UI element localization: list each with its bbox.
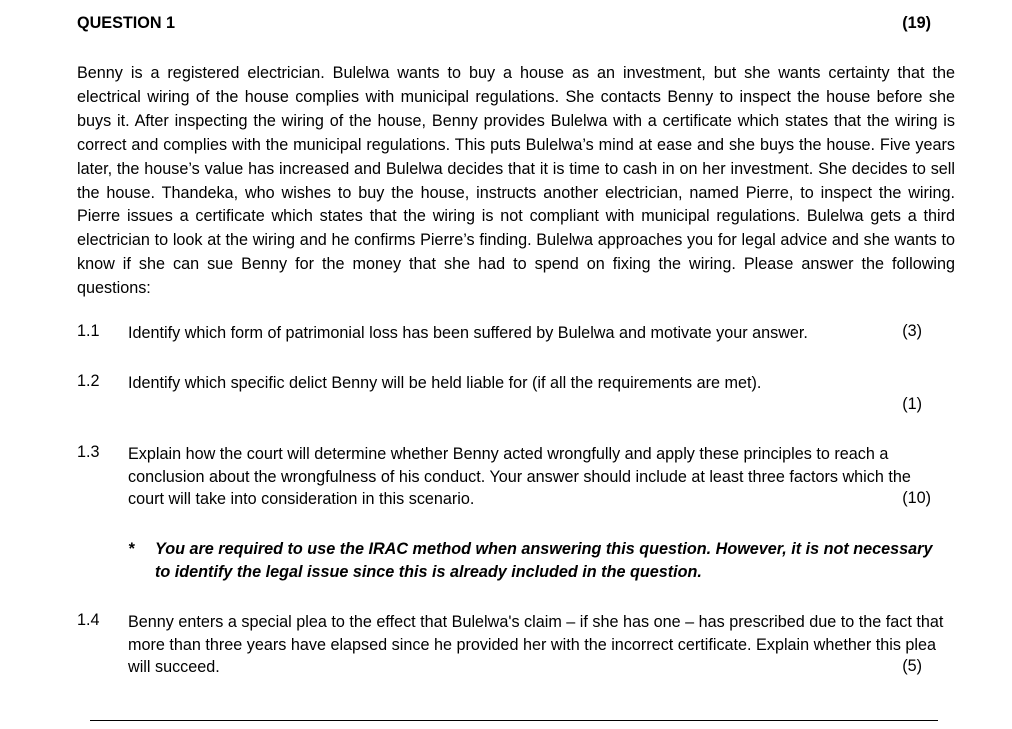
subquestion-marks: (3)	[902, 322, 922, 340]
subquestion-text: Benny enters a special plea to the effect that Bulelwa's claim – if she has one – has prescribed due to the fact that more than three years have elapsed since he provided her with the incorrect certificate. Explain whether this plea will succeed.	[128, 613, 944, 676]
subquestion-number: 1.2	[77, 372, 100, 390]
subquestion-text: Identify which form of patrimonial loss has been suffered by Bulelwa and motivate your answer.	[128, 324, 808, 342]
question-total-marks: (19)	[902, 14, 931, 32]
subquestion-text: Identify which specific delict Benny will be held liable for (if all the requirements are met).	[128, 374, 762, 392]
scenario-paragraph: Benny is a registered electrician. Bulelwa wants to buy a house as an investment, but she wants certainty that the electrical wiring of the house complies with municipal regulations. She contacts Benny to inspect the house before she buys it. After inspecting the wiring of the house, Benny provides Bulelwa with a certificate which states that the wiring is correct and complies with the municipal regulations. This puts Bulelwa’s mind at ease and she buys the house. Five years later, the house’s value has increased and Bulelwa decides that it is time to cash in on her investment. She decides to sell the house. Thandeka, who wishes to buy the house, instructs another electrician, named Pierre, to inspect the wiring. Pierre issues a certificate which states that the wiring is not compliant with municipal regulations. Bulelwa gets a third electrician to look at the wiring and he confirms Pierre’s finding. Bulelwa approaches you for legal advice and she wants to know if she can sue Benny for the money that she had to spend on fixing the wiring. Please answer the following questions:	[77, 64, 955, 298]
question-title: QUESTION 1	[77, 14, 176, 32]
subquestion-marks: (10)	[902, 489, 931, 507]
subquestion-number: 1.3	[77, 443, 100, 461]
subquestion-number: 1.1	[77, 322, 100, 340]
subquestion-marks: (1)	[902, 395, 922, 413]
subquestion-text: Explain how the court will determine whether Benny acted wrongfully and apply these principles to reach a conclusion about the wrongfulness of his conduct. Your answer should include at least three factors which the court will take into consideration in this scenario.	[128, 445, 911, 508]
subquestion-marks: (5)	[902, 657, 922, 675]
subquestion-number: 1.4	[77, 611, 100, 629]
note-marker: *	[128, 540, 135, 558]
note-text: You are required to use the IRAC method when answering this question. However, it is not necessary to identify the legal issue since this is already included in the question.	[155, 540, 933, 581]
bottom-divider	[90, 720, 938, 721]
